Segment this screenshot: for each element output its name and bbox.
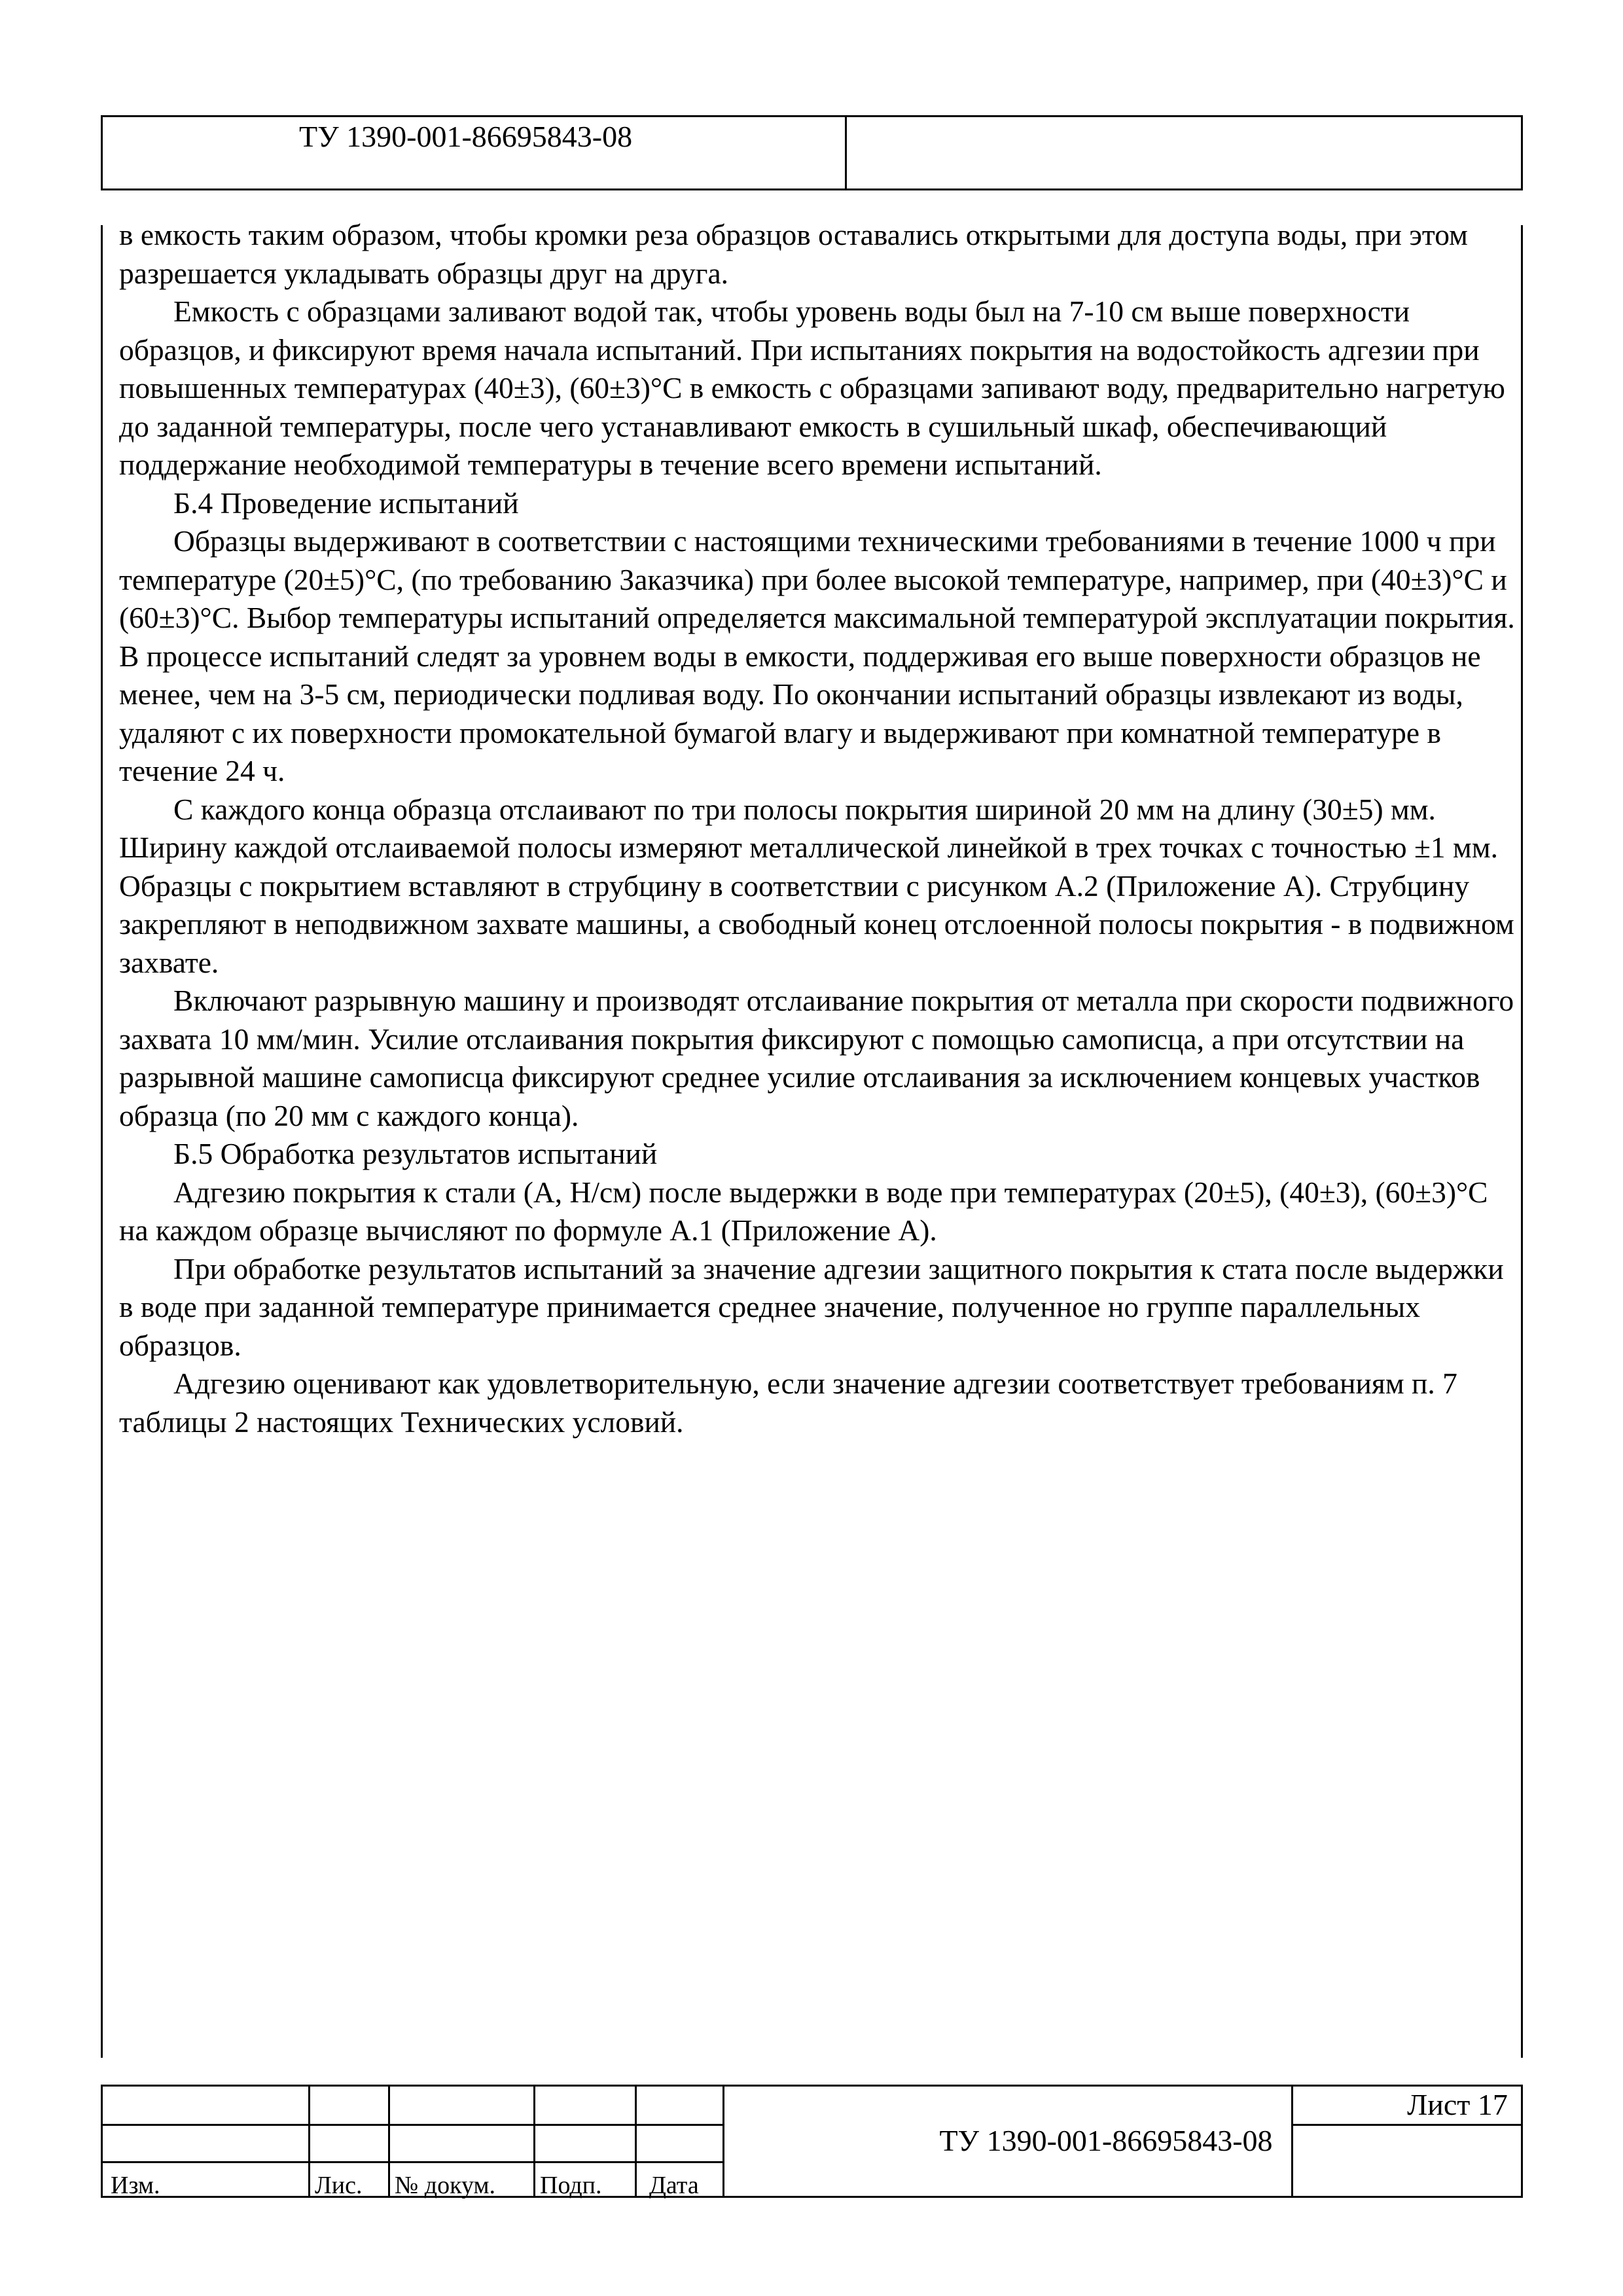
stamp-col-line: [635, 2087, 637, 2196]
header-frame: [101, 115, 1523, 190]
stamp-col-line: [388, 2087, 390, 2196]
paragraph: Адгезию покрытия к стали (А, Н/см) после выдержки в воде при температурах (20±5), (40±3), (60±3)°С на каждом образце вычисляют по формуле А.1 (Приложение А).: [119, 1175, 1488, 1247]
stamp-col-line: [308, 2087, 310, 2196]
stamp-row-line: [103, 2124, 723, 2126]
section-heading: Б.4 Проведение испытаний: [173, 486, 519, 520]
title-block-stamp: [101, 2085, 1523, 2198]
page-left-border: [101, 225, 103, 2058]
stamp-label-podp: Подп.: [540, 2172, 602, 2199]
paragraph: Образцы выдерживают в соответствии с настоящими техническими требованиями в течение 1000 ч при температуре (20±5)°С, (по требованию Заказчика) при более высокой температуре, например, при (40±3)°С и (60±3)°С. Выбор температуры испытаний определяется максимальной температурой эксплуатации покрытия. В процессе испытаний следят за уровнем воды в емкости, поддерживая его выше поверхности образцов не менее, чем на 3-5 см, периодически подливая воду. По окончании испытаний образцы извлекают из воды, удаляют с их поверхности промокательной бумагой влагу и выдерживают при комнатной температуре в течение 24 ч.: [119, 524, 1515, 787]
document-body: [119, 216, 1516, 1441]
paragraph: Включают разрывную машину и производят отслаивание покрытия от металла при скорости подвижного захвата 10 мм/мин. Усилие отслаивания покрытия фиксируют с помощью самописца, а при отсутствии на разрывной машине самописца фиксируют среднее усилие отслаивания за исключением концевых участков образца (по 20 мм с каждого конца).: [119, 984, 1514, 1132]
stamp-label-dokum: № докум.: [395, 2172, 496, 2199]
paragraph: С каждого конца образца отслаивают по три полосы покрытия шириной 20 мм на длину (30±5) мм. Ширину каждой отслаиваемой полосы измеряют металлической линейкой в трех точках с точностью ±1 мм. Образцы с покрытием вставляют в струбцину в соответствии с рисунком А.2 (Приложение А). Струбцину закрепляют в неподвижном захвате машины, а свободный конец отслоенной полосы покрытия - в подвижном захвате.: [119, 792, 1514, 979]
page-right-border: [1521, 225, 1523, 2058]
paragraph: в емкость таким образом, чтобы кромки реза образцов оставались открытыми для доступа воды, при этом разрешается укладывать образцы друг на друга.: [119, 218, 1468, 290]
header-doc-code: ТУ 1390-001-86695843-08: [299, 120, 633, 153]
stamp-label-izm: Изм.: [111, 2172, 160, 2199]
paragraph: При обработке результатов испытаний за значение адгезии защитного покрытия к стата после выдержки в воде при заданной температуре принимается среднее значение, полученное но группе параллельных образцов.: [119, 1251, 1504, 1362]
stamp-sheet-number: Лист 17: [1407, 2088, 1508, 2121]
paragraph: Емкость с образцами заливают водой так, чтобы уровень воды был на 7-10 см выше поверхности образцов, и фиксируют время начала испытаний. При испытаниях покрытия на водостойкость адгезии при повышенных температурах (40±3), (60±3)°С в емкость с образцами запивают воду, предварительно нагретую до заданной температуры, после чего устанавливают емкость в сушильный шкаф, обеспечивающий поддержание необходимой температуры в течение всего времени испытаний.: [119, 295, 1505, 481]
stamp-col-line: [722, 2087, 724, 2196]
header-divider: [845, 117, 847, 188]
stamp-doc-code: ТУ 1390-001-86695843-08: [939, 2124, 1273, 2157]
stamp-label-data: Дата: [649, 2172, 699, 2199]
stamp-row-line: [103, 2161, 723, 2163]
stamp-col-line: [533, 2087, 535, 2196]
paragraph: Адгезию оценивают как удовлетворительную, если значение адгезии соответствует требованиям п. 7 таблицы 2 настоящих Технических условий.: [119, 1367, 1457, 1439]
section-heading: Б.5 Обработка результатов испытаний: [173, 1137, 658, 1170]
stamp-label-lis: Лис.: [315, 2172, 363, 2199]
